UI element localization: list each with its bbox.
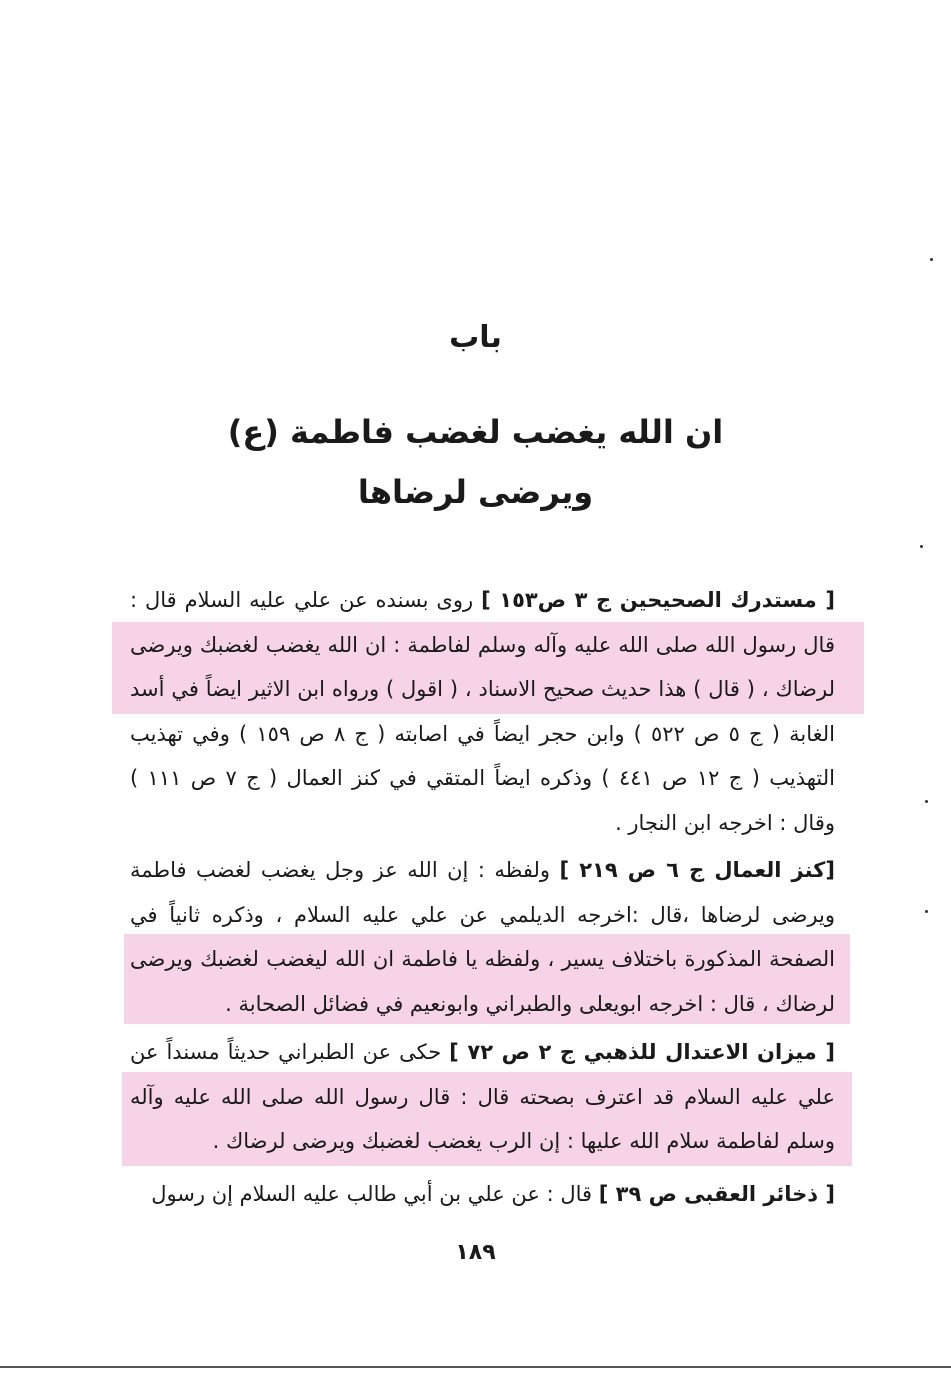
chapter-title-line-2: ويرضى لرضاها (357, 473, 594, 511)
paragraph-text: ولفظه : إن الله عز وجل يغضب لغضب فاطمة ويرضى لرضاها ،قال :اخرجه الديلمي عن علي عليه السلام ، وذكره ثانياً في الصفحة المذكورة باختلاف يسير ، ولفظه يا فاطمة ان الله ليغضب لغضبك ويرضى لرضاك ، قال : اخرجه ابويعلى والطبراني وابونعيم في فضائل الصحابة . (130, 858, 835, 1016)
citation: [كنز العمال ج ٦ ص ٢١٩ ] (559, 858, 835, 882)
chapter-title (0, 402, 951, 522)
scan-mark (920, 545, 923, 548)
citation: [ ميزان الاعتدال للذهبي ج ٢ ص ٧٢ ] (449, 1040, 835, 1064)
chapter-title-line-1: ان الله يغضب لغضب فاطمة (ع) (227, 413, 724, 451)
citation: [ ذخائر العقبى ص ٣٩ ] (598, 1182, 835, 1206)
scan-mark (930, 258, 933, 261)
citation: [ مستدرك الصحيحين ج ٣ ص١٥٣ ] (481, 588, 835, 612)
paragraph-text: حكى عن الطبراني حديثاً مسنداً عن علي عليه السلام قد اعترف بصحته قال : قال رسول الله صلى الله عليه وآله وسلم لفاطمة سلام الله عليها : إن الرب يغضب لغضبك ويرضى لرضاك . (130, 1040, 835, 1153)
paragraph-1 (130, 578, 835, 845)
paragraph-3 (130, 1030, 835, 1164)
paragraph-text: قال : عن علي بن أبي طالب عليه السلام إن رسول (151, 1182, 599, 1206)
chapter-heading: باب (449, 320, 502, 355)
paragraph-4 (130, 1172, 835, 1217)
paragraph-text: روى بسنده عن علي عليه السلام قال : قال رسول الله صلى الله عليه وآله وسلم لفاطمة : ان الله يغضب لغضبك ويرضى لرضاك ، ( قال ) هذا حديث صحيح الاسناد ، ( اقول ) ورواه ابن الاثير ايضاً في أسد الغابة ( ج ٥ ص ٥٢٢ ) وابن حجر ايضاً في اصابته ( ج ٨ ص ١٥٩ ) وفي تهذيب التهذيب ( ج ١٢ ص ٤٤١ ) وذكره ايضاً المتقي في كنز العمال ( ج ٧ ص ١١١ ) وقال : اخرجه ابن النجار . (130, 588, 835, 835)
paragraph-2 (130, 848, 835, 1026)
bottom-rule (0, 1366, 951, 1368)
scan-mark (925, 800, 928, 803)
scan-mark (925, 910, 928, 913)
page-number: ١٨٩ (455, 1240, 496, 1265)
